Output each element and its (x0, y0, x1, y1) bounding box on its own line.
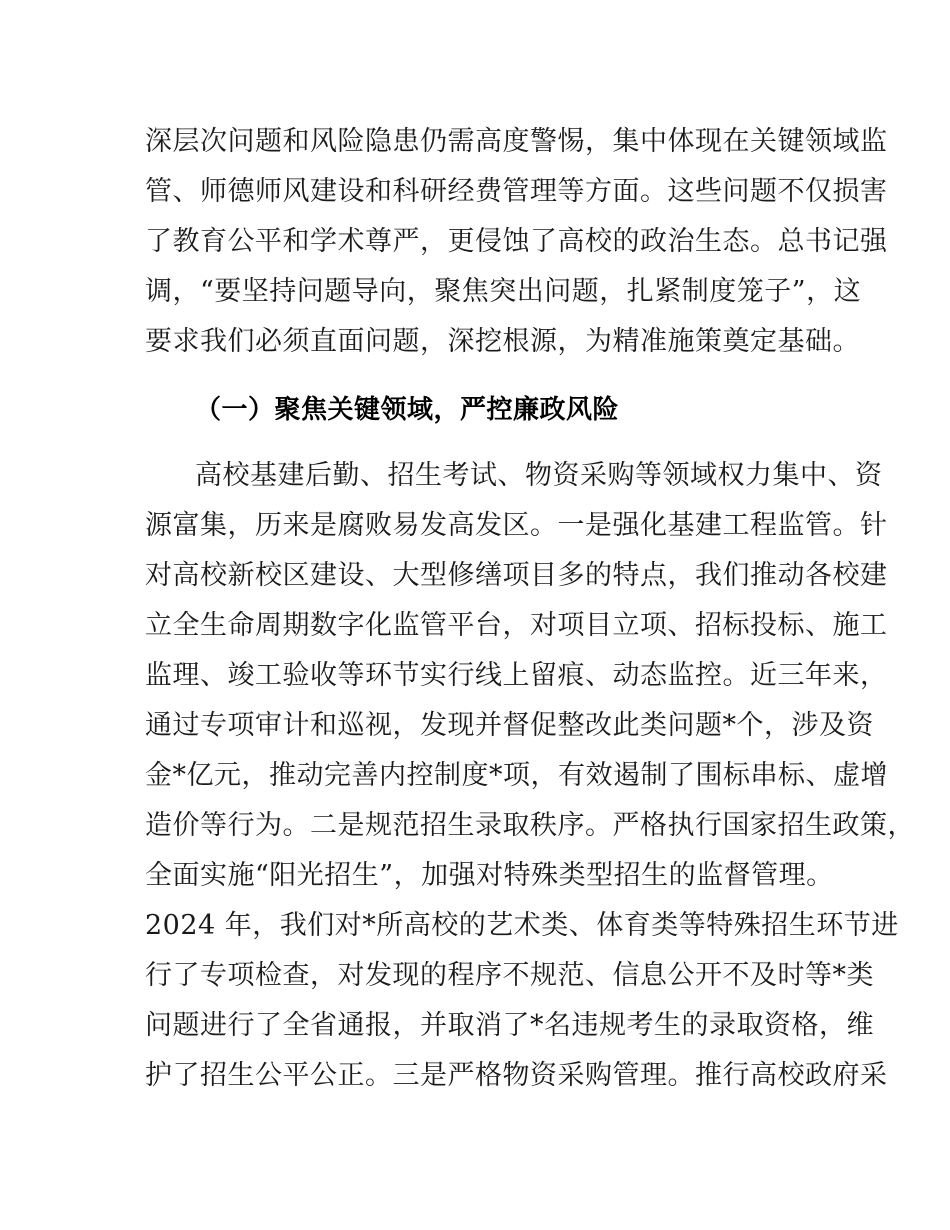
body-text-line: 监理、竣工验收等环节实行线上留痕、动态监控。近三年来， (145, 660, 888, 691)
body-text-line: 行了专项检查，对发现的程序不规范、信息公开不及时等*类 (145, 960, 874, 991)
body-text-line: 要求我们必须直面问题，深挖根源，为精准施策奠定基础。 (145, 326, 860, 357)
body-text-line: 对高校新校区建设、大型修缮项目多的特点，我们推动各校建 (145, 560, 888, 591)
body-text-line: 造价等行为。二是规范招生录取秩序。严格执行国家招生政策， (145, 810, 915, 841)
body-text-line: 了教育公平和学术尊严，更侵蚀了高校的政治生态。总书记强 (145, 226, 888, 257)
body-text-line: 高校基建后勤、招生考试、物资采购等领域权力集中、资 (195, 460, 883, 491)
body-text-line: 管、师德师风建设和科研经费管理等方面。这些问题不仅损害 (145, 176, 888, 207)
section-heading: （一）聚焦关键领域，严控廉政风险 (195, 395, 620, 425)
body-text-line: 2024 年，我们对*所高校的艺术类、体育类等特殊招生环节进 (145, 910, 899, 941)
body-text-line: 通过专项审计和巡视，发现并督促整改此类问题*个，涉及资 (145, 710, 874, 741)
body-text-line: 金*亿元，推动完善内控制度*项，有效遏制了围标串标、虚增 (145, 760, 888, 791)
body-text-line: 调，“要坚持问题导向，聚焦突出问题，扎紧制度笼子”，这 (145, 276, 862, 307)
body-text-line: 护了招生公平公正。三是严格物资采购管理。推行高校政府采 (145, 1060, 888, 1091)
body-text-line: 深层次问题和风险隐患仍需高度警惕，集中体现在关键领域监 (145, 126, 888, 157)
body-text-line: 全面实施“阳光招生”，加强对特殊类型招生的监督管理。 (145, 860, 834, 891)
body-text-line: 问题进行了全省通报，并取消了*名违规考生的录取资格，维 (145, 1010, 874, 1041)
body-text-line: 源富集，历来是腐败易发高发区。一是强化基建工程监管。针 (145, 510, 888, 541)
body-text-line: 立全生命周期数字化监管平台，对项目立项、招标投标、施工 (145, 610, 888, 641)
